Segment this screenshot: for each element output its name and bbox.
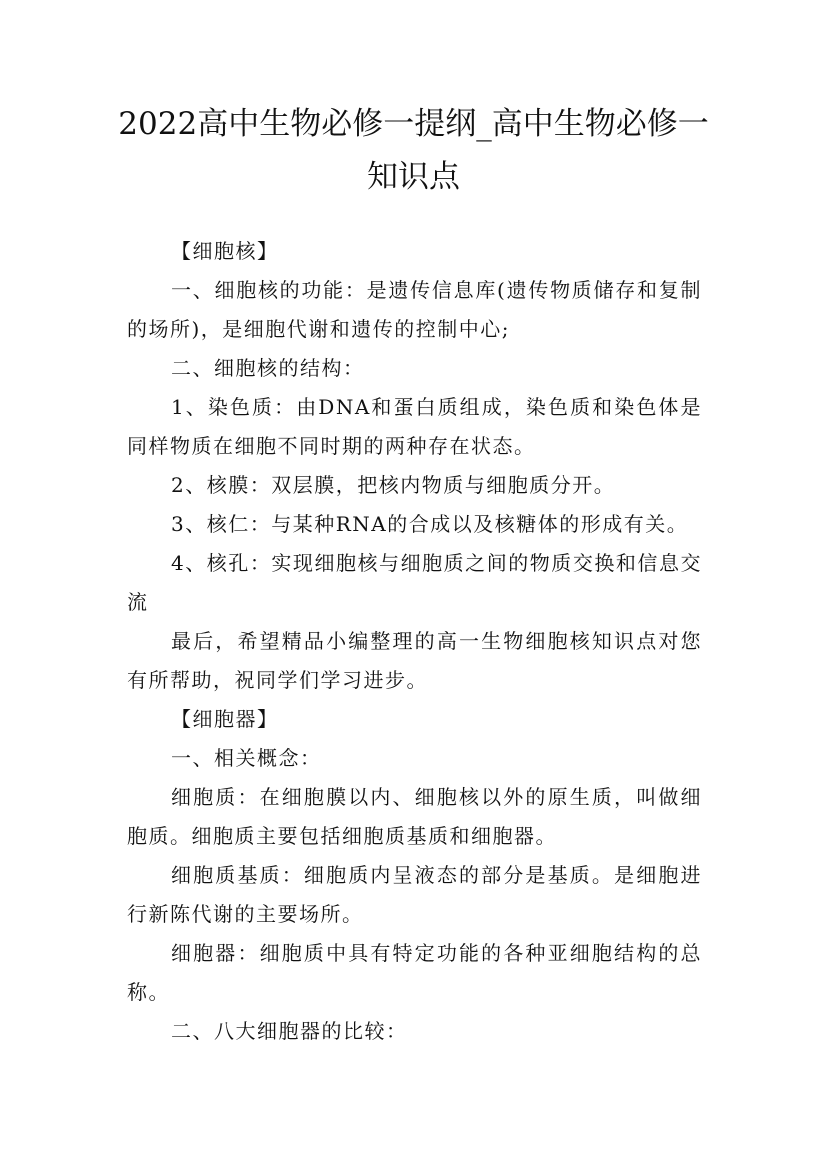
- paragraph: 3、核仁：与某种RNA的合成以及核糖体的形成有关。: [171, 512, 689, 536]
- title-line-1: 2022高中生物必修一提纲_高中生物必修一: [118, 106, 709, 142]
- paragraph: 一、细胞核的功能：是遗传信息库(遗传物质储存和复制的场所)，是细胞代谢和遗传的控制中心;: [127, 278, 702, 341]
- section-heading-nucleus: 【细胞核】: [171, 239, 279, 263]
- paragraph: 一、相关概念：: [171, 746, 322, 770]
- paragraph: 最后，希望精品小编整理的高一生物细胞核知识点对您有所帮助，祝同学们学习进步。: [127, 629, 702, 692]
- title-line-2: 知识点: [367, 159, 460, 195]
- paragraph: 4、核孔：实现细胞核与细胞质之间的物质交换和信息交流: [127, 551, 702, 614]
- paragraph: 2、核膜：双层膜，把核内物质与细胞质分开。: [171, 473, 616, 497]
- document-title: [110, 98, 717, 204]
- document-body: [127, 232, 702, 1051]
- paragraph: 1、染色质：由DNA和蛋白质组成，染色质和染色体是同样物质在细胞不同时期的两种存在状态。: [127, 395, 702, 458]
- paragraph: 细胞器：细胞质中具有特定功能的各种亚细胞结构的总称。: [127, 941, 702, 1004]
- paragraph: 细胞质基质：细胞质内呈液态的部分是基质。是细胞进行新陈代谢的主要场所。: [127, 863, 702, 926]
- paragraph: 二、细胞核的结构：: [171, 356, 365, 380]
- paragraph: 二、八大细胞器的比较：: [171, 1019, 408, 1043]
- section-heading-organelles: 【细胞器】: [171, 707, 279, 731]
- paragraph: 细胞质：在细胞膜以内、细胞核以外的原生质，叫做细胞质。细胞质主要包括细胞质基质和细胞器。: [127, 785, 702, 848]
